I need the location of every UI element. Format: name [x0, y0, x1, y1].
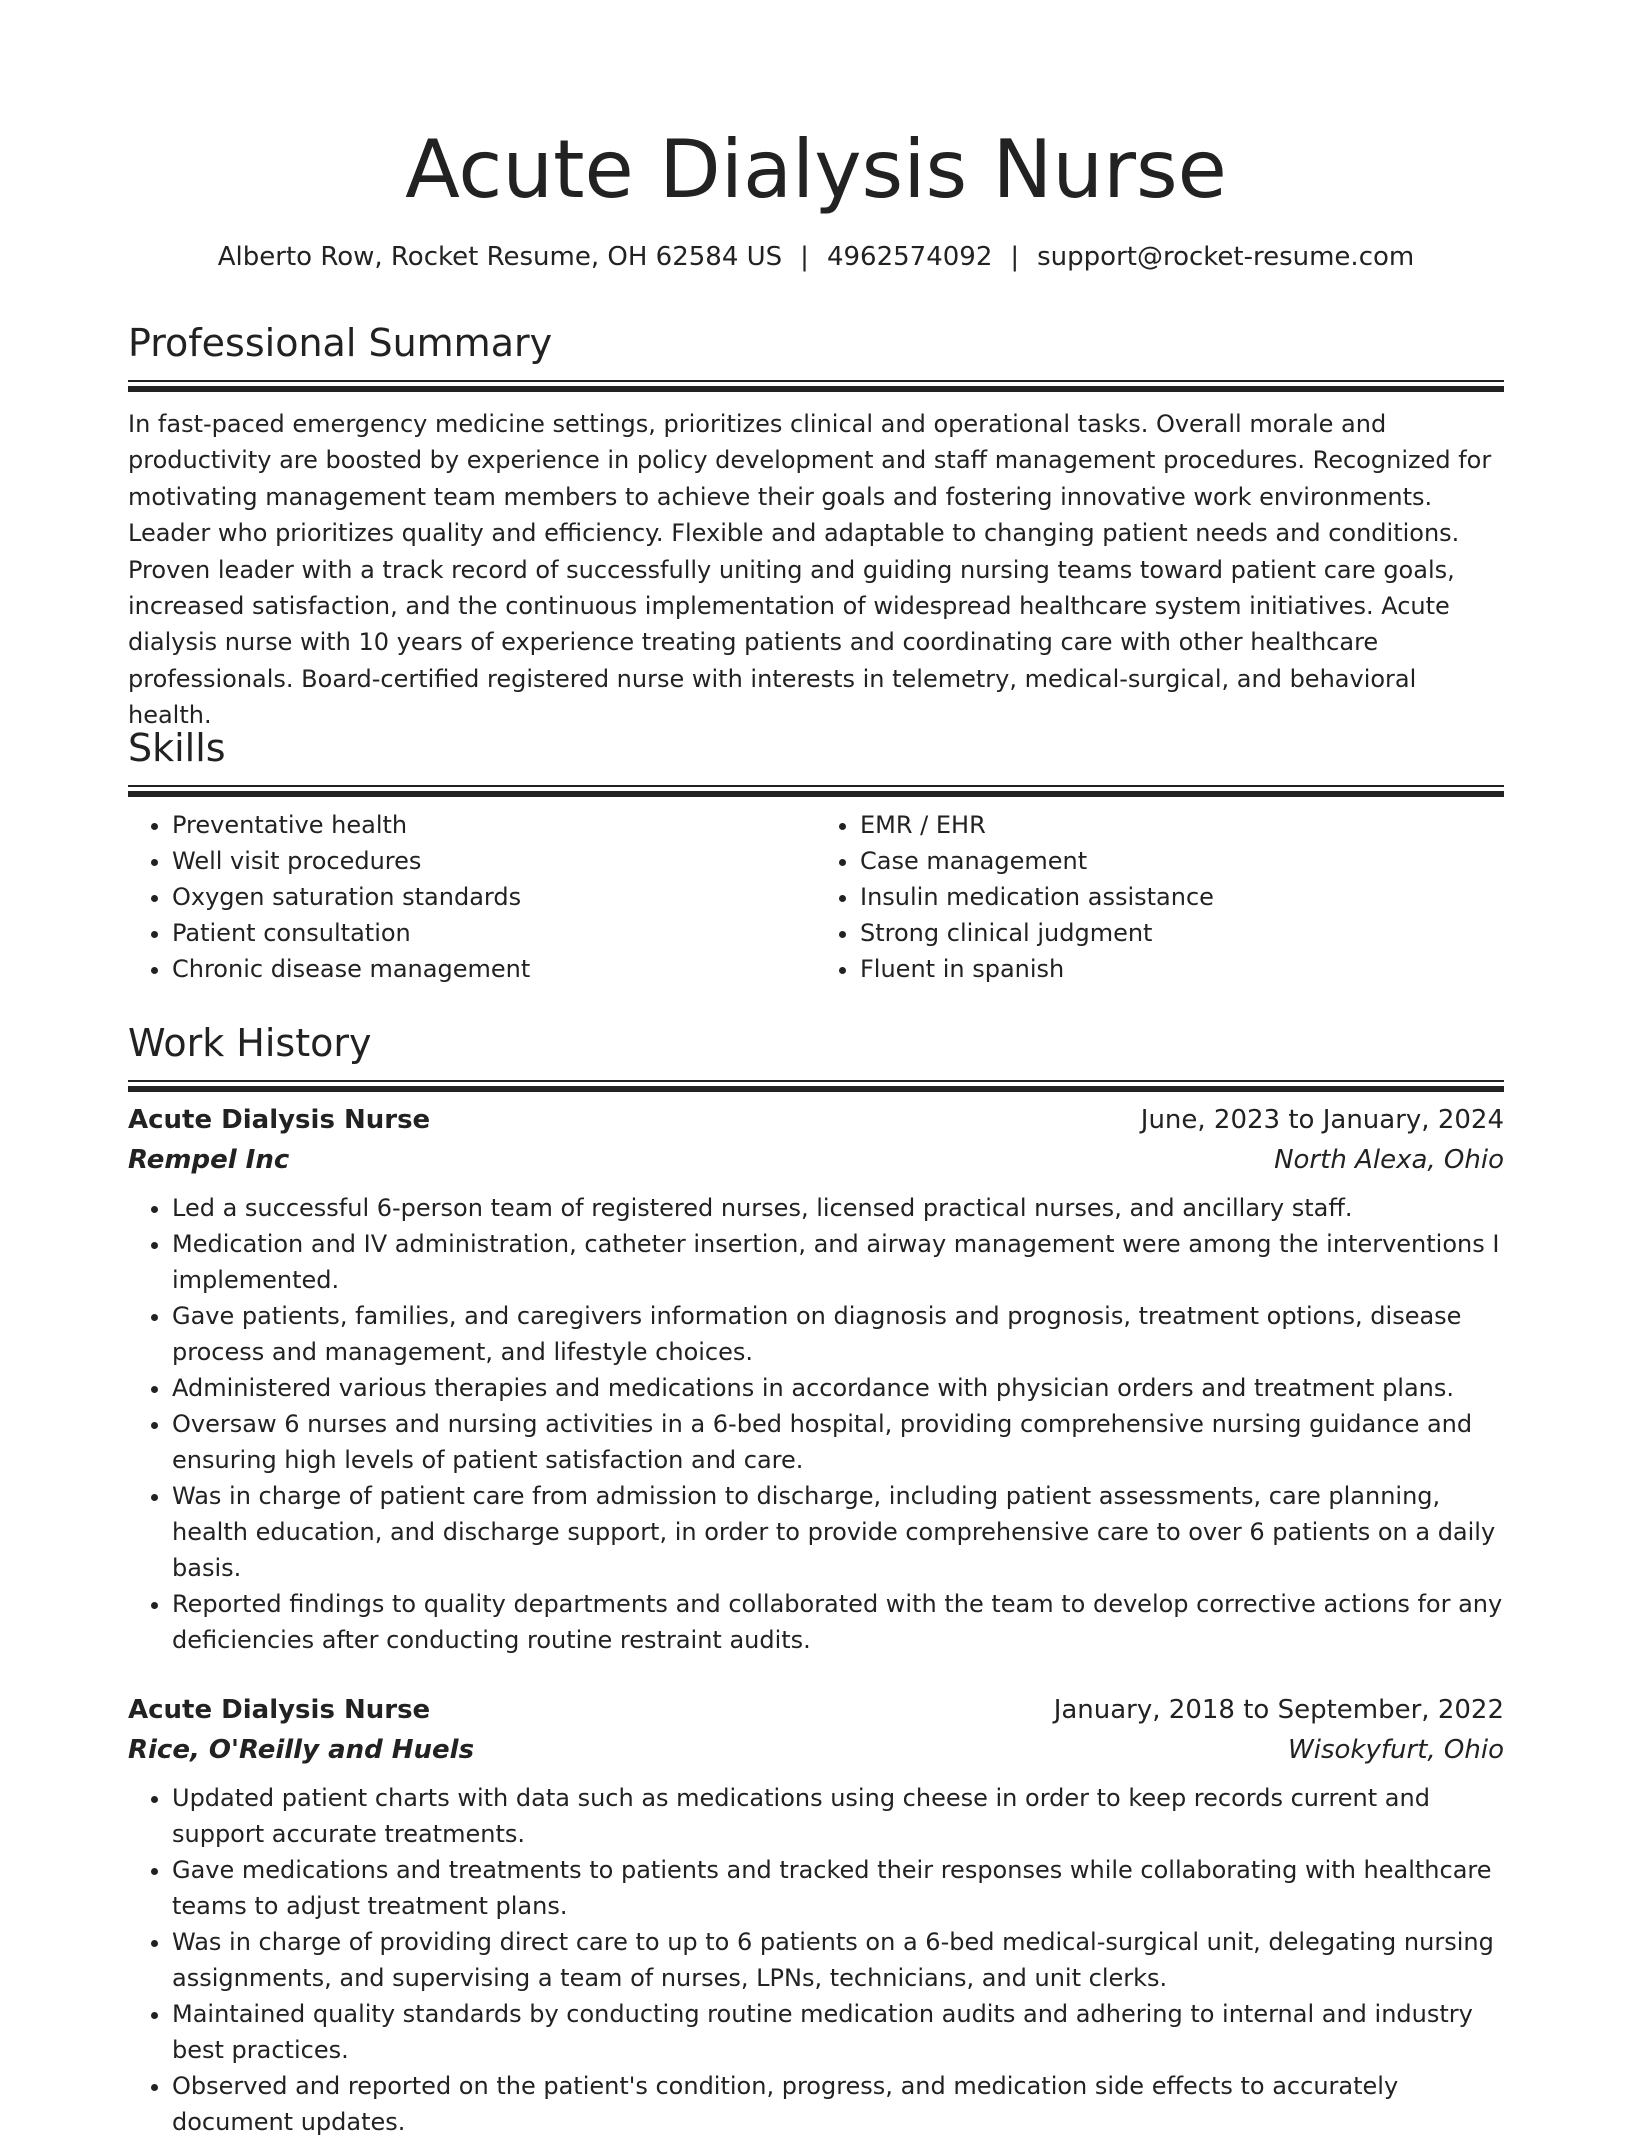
skill-item: • EMR / EHR: [860, 807, 1504, 843]
contact-address: Alberto Row, Rocket Resume, OH 62584 US: [217, 242, 783, 272]
job-bullet: • Gave medications and treatments to patients and tracked their responses while collaborating with healthcare teams to adjust treatment plans.: [172, 1852, 1504, 1924]
skills-heading: Skills: [128, 726, 226, 770]
summary-text: In fast-paced emergency medicine settings, prioritizes clinical and operational tasks. Overall morale and productivity are boosted by experience in policy development and staff management procedures. Recognized for motivating management team members to achieve their goals and fostering innovative work environments. Leader who prioritizes quality and efficiency. Flexible and adaptable to changing patient needs and conditions. Proven leader with a track record of successfully uniting and guiding nursing teams toward patient care goals, increased satisfaction, and the continuous implementation of widespread healthcare system initiatives. Acute dialysis nurse with 10 years of experience treating patients and coordinating care with other healthcare professionals. Board-certified registered nurse with interests in telemetry, medical-surgical, and behavioral health.: [128, 410, 1492, 730]
job-bullet: • Administered various therapies and medications in accordance with physician orders and treatment plans.: [172, 1370, 1504, 1406]
contact-separator: |: [1010, 242, 1020, 272]
section-divider: [128, 1086, 1504, 1092]
work-history-heading: Work History: [128, 1021, 372, 1065]
job-header: [128, 1690, 1504, 1730]
job-entry: [128, 1690, 1504, 2140]
job-company: Rice, O'Reilly and Huels: [128, 1735, 475, 1765]
skill-item: • Oxygen saturation standards: [172, 879, 816, 915]
job-header: [128, 1100, 1504, 1140]
summary-heading: Professional Summary: [128, 321, 553, 365]
skill-item: • Insulin medication assistance: [860, 879, 1504, 915]
job-bullet: • Reported findings to quality departments and collaborated with the team to develop corrective actions for any deficiencies after conducting routine restraint audits.: [172, 1586, 1504, 1658]
skill-item: • Patient consultation: [172, 915, 816, 951]
skills-list-left: [128, 807, 816, 987]
job-bullets: [128, 1780, 1504, 2140]
job-entry: [128, 1100, 1504, 1658]
job-bullet: • Medication and IV administration, catheter insertion, and airway management were among the interventions I implemented.: [172, 1226, 1504, 1298]
job-subheader: [128, 1730, 1504, 1770]
job-bullet: • Was in charge of providing direct care to up to 6 patients on a 6-bed medical-surgical unit, delegating nursing assignments, and supervising a team of nurses, LPNs, technicians, and unit clerks.: [172, 1924, 1504, 1996]
job-dates: January, 2018 to September, 2022: [1053, 1695, 1504, 1725]
skill-item: • Strong clinical judgment: [860, 915, 1504, 951]
job-dates: June, 2023 to January, 2024: [1140, 1105, 1504, 1135]
skills-columns: [128, 807, 1504, 987]
skills-section: [128, 723, 1504, 987]
job-bullets: [128, 1190, 1504, 1658]
job-subheader: [128, 1140, 1504, 1180]
job-bullet: • Observed and reported on the patient's condition, progress, and medication side effects to accurately document updates.: [172, 2068, 1504, 2140]
job-location: Wisokyfurt, Ohio: [1288, 1735, 1504, 1765]
job-bullet: • Gave patients, families, and caregivers information on diagnosis and prognosis, treatment options, disease process and management, and lifestyle choices.: [172, 1298, 1504, 1370]
job-bullet: • Maintained quality standards by conducting routine medication audits and adhering to internal and industry best practices.: [172, 1996, 1504, 2068]
work-history-section: [128, 1018, 1504, 2140]
skills-list-right: [816, 807, 1504, 987]
contact-email[interactable]: support@rocket-resume.com: [1037, 242, 1415, 272]
section-divider: [128, 791, 1504, 797]
job-company: Rempel Inc: [128, 1145, 290, 1175]
job-bullet: • Led a successful 6-person team of registered nurses, licensed practical nurses, and ancillary staff.: [172, 1190, 1504, 1226]
job-bullet: • Updated patient charts with data such as medications using cheese in order to keep records current and support accurate treatments.: [172, 1780, 1504, 1852]
contact-line: [0, 237, 1632, 277]
summary-section: [128, 318, 1504, 734]
job-title: Acute Dialysis Nurse: [128, 1105, 431, 1135]
section-divider: [128, 380, 1504, 382]
contact-separator: |: [800, 242, 809, 272]
job-bullet: • Was in charge of patient care from admission to discharge, including patient assessments, care planning, health education, and discharge support, in order to provide comprehensive care to over 6 patients on a daily basis.: [172, 1478, 1504, 1586]
job-bullet: • Oversaw 6 nurses and nursing activities in a 6-bed hospital, providing comprehensive nursing guidance and ensuring high levels of patient satisfaction and care.: [172, 1406, 1504, 1478]
contact-phone: 4962574092: [826, 242, 993, 272]
resume-title: Acute Dialysis Nurse: [405, 123, 1227, 216]
skill-item: • Fluent in spanish: [860, 951, 1504, 987]
section-divider: [128, 386, 1504, 392]
skill-item: • Preventative health: [172, 807, 816, 843]
job-title: Acute Dialysis Nurse: [128, 1695, 431, 1725]
skill-item: • Chronic disease management: [172, 951, 816, 987]
section-divider: [128, 785, 1504, 787]
skill-item: • Case management: [860, 843, 1504, 879]
job-location: North Alexa, Ohio: [1274, 1145, 1504, 1175]
skill-item: • Well visit procedures: [172, 843, 816, 879]
section-divider: [128, 1080, 1504, 1082]
